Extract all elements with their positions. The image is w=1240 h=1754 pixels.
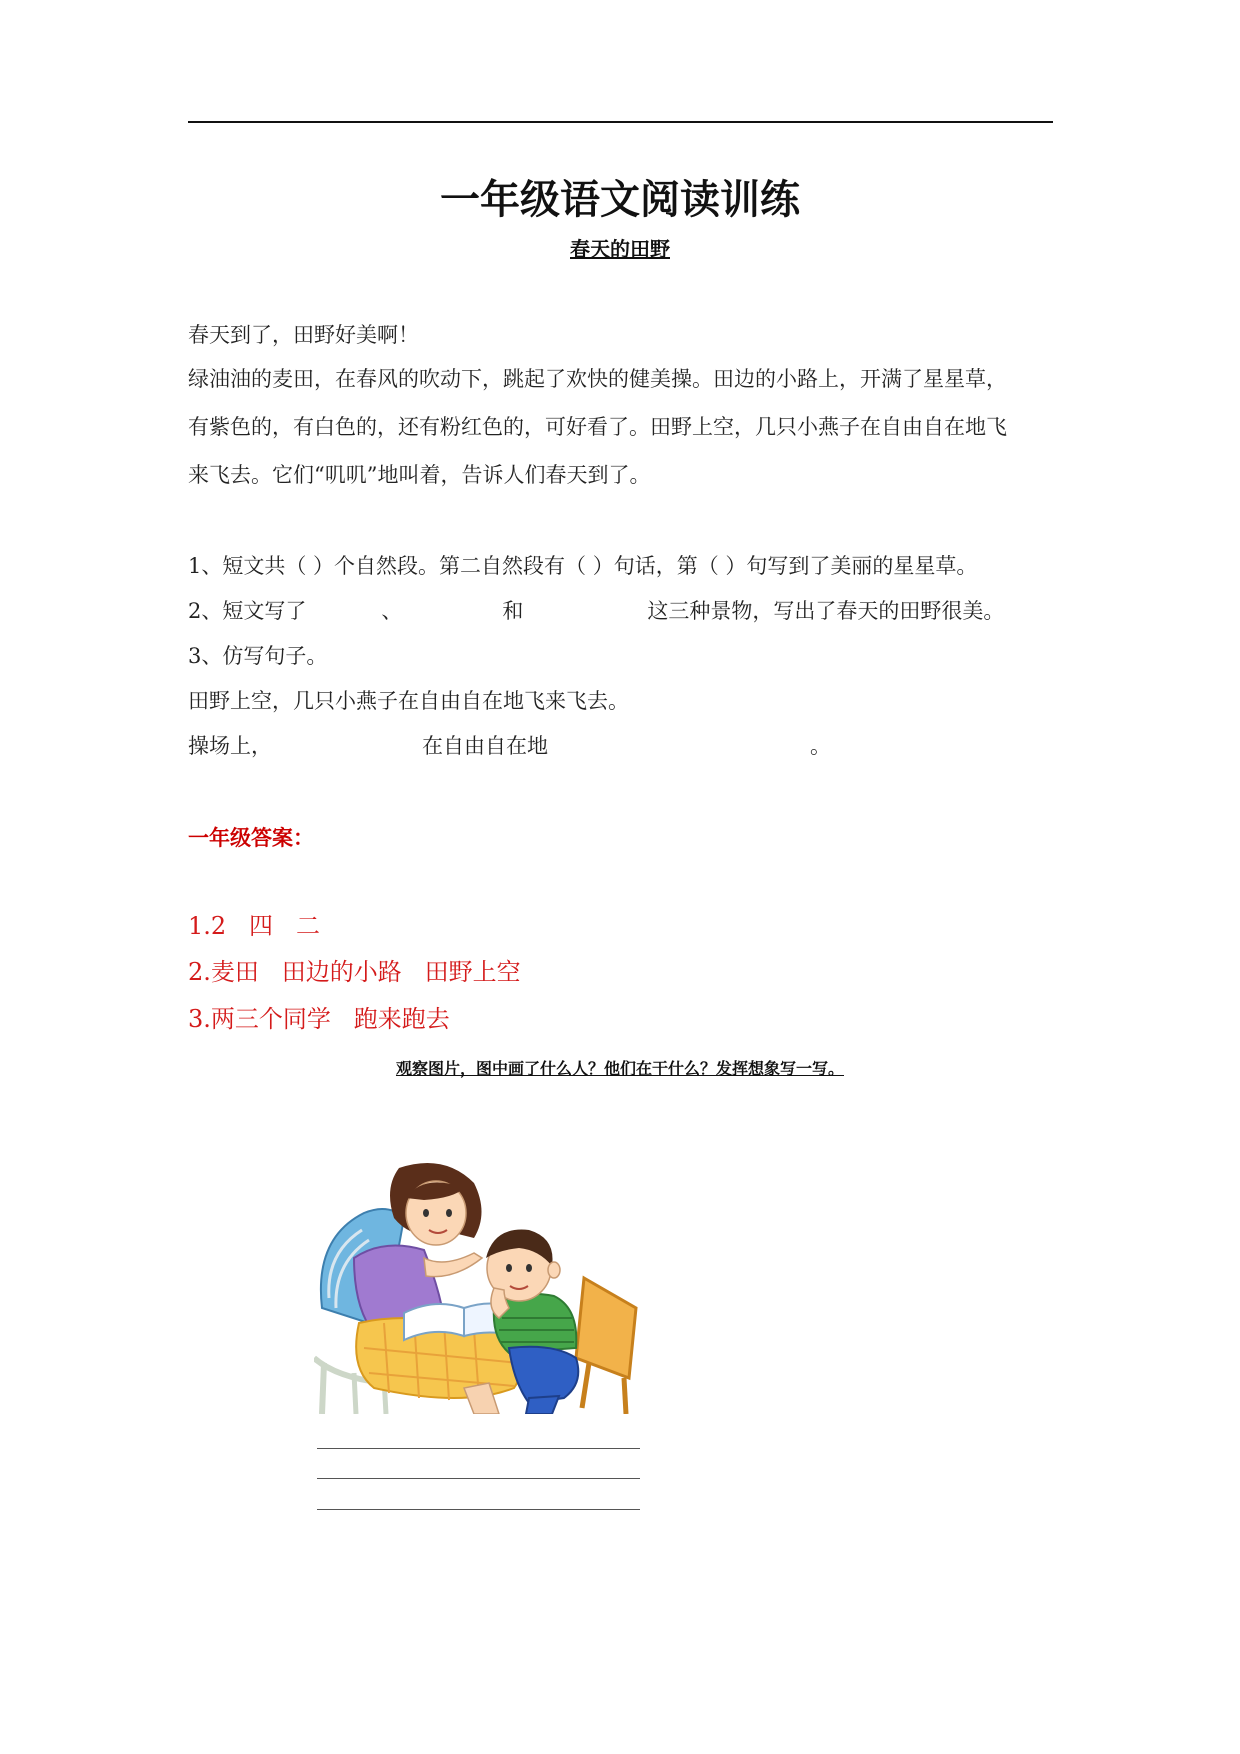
answer-1: 1.2 四 二 bbox=[188, 912, 320, 940]
page-title: 一年级语文阅读训练 bbox=[440, 177, 800, 223]
question-3-example: 田野上空，几只小燕子在自由自在地飞来飞去。 bbox=[188, 689, 629, 713]
question-3-exercise-lead: 操场上， bbox=[188, 734, 272, 758]
answers-heading: 一年级答案： bbox=[188, 826, 314, 850]
passage-paragraph-1: 春天到了，田野好美啊！ bbox=[188, 323, 419, 347]
question-2-and: 和 bbox=[502, 599, 524, 623]
question-2-lead: 2、短文写了 bbox=[188, 599, 307, 623]
answer-writing-line-3[interactable] bbox=[317, 1509, 640, 1510]
passage-paragraph-2-line-3: 来飞去。它们“叽叽”地叫着，告诉人们春天到了。 bbox=[188, 463, 651, 487]
question-2-separator: 、 bbox=[381, 599, 403, 623]
answer-writing-line-1[interactable] bbox=[317, 1448, 640, 1449]
question-3-exercise bbox=[188, 731, 831, 761]
answer-2: 2.麦田 田边的小路 田野上空 bbox=[188, 958, 521, 986]
question-3-exercise-end: 。 bbox=[810, 734, 831, 758]
question-3-exercise-middle: 在自由自在地 bbox=[422, 734, 548, 758]
header-rule bbox=[188, 121, 1053, 123]
picture-writing-prompt: 观察图片，图中画了什么人？他们在干什么？发挥想象写一写。 bbox=[395, 1059, 844, 1078]
passage-title: 春天的田野 bbox=[570, 237, 670, 261]
question-3: 3、仿写句子。 bbox=[188, 644, 328, 668]
answer-writing-line-2[interactable] bbox=[317, 1478, 640, 1479]
passage-paragraph-2-line-1: 绿油油的麦田，在春风的吹动下，跳起了欢快的健美操。田边的小路上，开满了星星草， bbox=[188, 367, 1007, 391]
mother-reading-to-child-illustration bbox=[314, 1158, 642, 1414]
passage-paragraph-2-line-2: 有紫色的，有白色的，还有粉红色的，可好看了。田野上空，几只小燕子在自由自在地飞 bbox=[188, 415, 1007, 439]
question-2 bbox=[188, 596, 1004, 626]
question-1: 1、短文共（ ）个自然段。第二自然段有（ ）句话，第（ ）句写到了美丽的星星草。 bbox=[188, 554, 978, 578]
answer-3: 3.两三个同学 跑来跑去 bbox=[188, 1005, 450, 1033]
question-2-tail: 这三种景物，写出了春天的田野很美。 bbox=[647, 599, 1005, 623]
